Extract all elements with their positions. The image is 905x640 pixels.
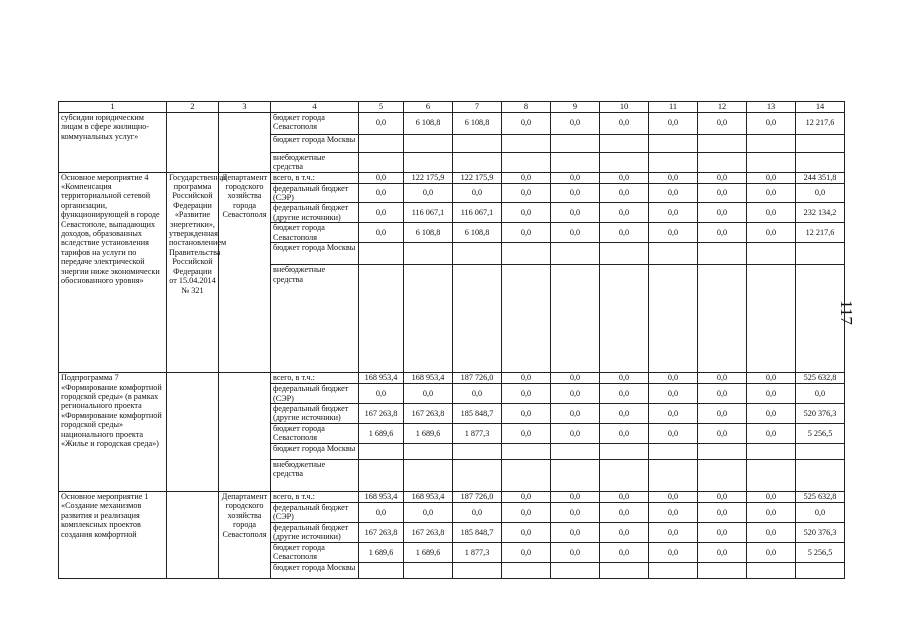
amount-cell	[551, 460, 600, 492]
amount-cell	[359, 152, 404, 172]
amount-cell	[453, 243, 502, 265]
amount-cell: 6 108,8	[404, 112, 453, 134]
amount-cell	[453, 134, 502, 152]
program-basis-cell	[167, 373, 219, 492]
amount-cell: 0,0	[502, 424, 551, 444]
amount-cell: 0,0	[747, 183, 796, 203]
funding-source-cell: федеральный бюджет (другие источники)	[271, 203, 359, 223]
amount-cell: 0,0	[359, 223, 404, 243]
amount-cell: 0,0	[502, 503, 551, 523]
amount-cell: 0,0	[551, 492, 600, 503]
amount-cell	[502, 444, 551, 460]
amount-cell: 1 877,3	[453, 542, 502, 562]
column-number: 11	[649, 102, 698, 113]
amount-cell: 0,0	[502, 172, 551, 183]
amount-cell: 167 263,8	[359, 522, 404, 542]
activity-name-cell: Подпрограмма 7 «Формирование комфортной городской среды» (в рамках регионального проекта «Формирование комфортной городской среды» национального проекта «Жилье и городская среда»)	[59, 373, 167, 492]
amount-cell: 122 175,9	[404, 172, 453, 183]
funding-source-cell: внебюджетные средства	[271, 152, 359, 172]
amount-cell: 0,0	[747, 373, 796, 384]
activity-name-cell: субсидии юридическим лицам в сфере жилищно-коммунальных услуг»	[59, 112, 167, 172]
amount-cell	[600, 152, 649, 172]
amount-cell: 122 175,9	[453, 172, 502, 183]
amount-cell	[796, 243, 845, 265]
amount-cell	[649, 134, 698, 152]
amount-cell	[796, 134, 845, 152]
amount-cell: 0,0	[747, 542, 796, 562]
amount-cell	[600, 243, 649, 265]
amount-cell: 244 351,8	[796, 172, 845, 183]
amount-cell: 0,0	[359, 203, 404, 223]
column-number: 10	[600, 102, 649, 113]
amount-cell: 187 726,0	[453, 492, 502, 503]
column-number: 8	[502, 102, 551, 113]
amount-cell	[600, 134, 649, 152]
column-number: 6	[404, 102, 453, 113]
program-basis-cell	[167, 112, 219, 172]
table-row	[59, 373, 845, 384]
funding-source-cell: федеральный бюджет (СЭР)	[271, 183, 359, 203]
column-number: 9	[551, 102, 600, 113]
amount-cell	[796, 444, 845, 460]
amount-cell: 0,0	[600, 373, 649, 384]
amount-cell	[359, 444, 404, 460]
amount-cell: 0,0	[600, 492, 649, 503]
amount-cell	[502, 243, 551, 265]
amount-cell: 0,0	[404, 183, 453, 203]
funding-source-cell: федеральный бюджет (другие источники)	[271, 404, 359, 424]
amount-cell: 0,0	[698, 424, 747, 444]
amount-cell	[600, 460, 649, 492]
amount-cell: 0,0	[649, 492, 698, 503]
amount-cell: 0,0	[502, 223, 551, 243]
amount-cell	[453, 265, 502, 373]
amount-cell: 0,0	[649, 203, 698, 223]
amount-cell: 0,0	[551, 404, 600, 424]
amount-cell	[404, 134, 453, 152]
amount-cell: 0,0	[404, 503, 453, 523]
amount-cell: 6 108,8	[453, 223, 502, 243]
table-row	[59, 492, 845, 503]
amount-cell	[453, 562, 502, 578]
amount-cell	[747, 460, 796, 492]
amount-cell	[404, 265, 453, 373]
funding-source-cell: внебюджетные средства	[271, 265, 359, 373]
funding-source-cell: всего, в т.ч.:	[271, 492, 359, 503]
amount-cell: 1 689,6	[404, 424, 453, 444]
amount-cell	[747, 562, 796, 578]
amount-cell: 0,0	[649, 183, 698, 203]
amount-cell: 0,0	[453, 384, 502, 404]
amount-cell: 167 263,8	[404, 522, 453, 542]
amount-cell	[796, 460, 845, 492]
funding-source-cell: бюджет города Севастополя	[271, 542, 359, 562]
amount-cell: 0,0	[747, 223, 796, 243]
funding-source-cell: федеральный бюджет (СЭР)	[271, 503, 359, 523]
amount-cell	[796, 152, 845, 172]
column-number: 1	[59, 102, 167, 113]
amount-cell: 0,0	[698, 522, 747, 542]
amount-cell: 0,0	[747, 492, 796, 503]
amount-cell: 0,0	[600, 424, 649, 444]
amount-cell: 185 848,7	[453, 404, 502, 424]
amount-cell: 0,0	[502, 542, 551, 562]
amount-cell: 0,0	[747, 203, 796, 223]
amount-cell: 0,0	[502, 203, 551, 223]
amount-cell: 0,0	[359, 503, 404, 523]
amount-cell: 0,0	[796, 384, 845, 404]
amount-cell: 0,0	[747, 172, 796, 183]
amount-cell: 5 256,5	[796, 542, 845, 562]
amount-cell: 0,0	[698, 492, 747, 503]
amount-cell	[404, 152, 453, 172]
column-number: 13	[747, 102, 796, 113]
amount-cell: 0,0	[747, 503, 796, 523]
amount-cell: 1 689,6	[359, 542, 404, 562]
amount-cell: 0,0	[502, 183, 551, 203]
amount-cell	[502, 152, 551, 172]
column-number: 7	[453, 102, 502, 113]
amount-cell	[453, 152, 502, 172]
responsible-executor-cell: Департамент городского хозяйства города Севастополя	[219, 492, 271, 579]
amount-cell: 0,0	[747, 404, 796, 424]
amount-cell: 0,0	[600, 112, 649, 134]
amount-cell: 0,0	[551, 542, 600, 562]
amount-cell: 0,0	[649, 522, 698, 542]
amount-cell: 0,0	[551, 503, 600, 523]
amount-cell: 0,0	[551, 522, 600, 542]
amount-cell: 0,0	[649, 373, 698, 384]
amount-cell: 0,0	[551, 183, 600, 203]
amount-cell: 0,0	[796, 503, 845, 523]
amount-cell: 0,0	[649, 384, 698, 404]
amount-cell	[600, 265, 649, 373]
amount-cell: 0,0	[698, 203, 747, 223]
amount-cell: 0,0	[551, 384, 600, 404]
amount-cell: 0,0	[502, 492, 551, 503]
program-basis-cell	[167, 492, 219, 579]
amount-cell: 0,0	[747, 424, 796, 444]
amount-cell: 187 726,0	[453, 373, 502, 384]
amount-cell	[796, 562, 845, 578]
amount-cell	[404, 460, 453, 492]
amount-cell	[649, 265, 698, 373]
amount-cell: 525 632,8	[796, 492, 845, 503]
amount-cell	[649, 444, 698, 460]
amount-cell: 0,0	[502, 384, 551, 404]
activity-name-cell: Основное мероприятие 1 «Создание механизмов развития и реализация комплексных проектов создания комфортной	[59, 492, 167, 579]
amount-cell: 0,0	[359, 384, 404, 404]
amount-cell	[359, 460, 404, 492]
amount-cell	[551, 152, 600, 172]
amount-cell: 0,0	[502, 522, 551, 542]
amount-cell: 520 376,3	[796, 522, 845, 542]
funding-source-cell: бюджет города Севастополя	[271, 424, 359, 444]
amount-cell: 12 217,6	[796, 223, 845, 243]
amount-cell: 0,0	[747, 112, 796, 134]
amount-cell: 0,0	[359, 172, 404, 183]
amount-cell: 0,0	[698, 404, 747, 424]
amount-cell	[747, 265, 796, 373]
funding-source-cell: бюджет города Севастополя	[271, 223, 359, 243]
budget-table	[58, 101, 845, 579]
table-row	[59, 172, 845, 183]
page-number: 117	[837, 300, 856, 325]
amount-cell	[747, 152, 796, 172]
amount-cell	[359, 562, 404, 578]
funding-source-cell: бюджет города Москвы	[271, 243, 359, 265]
funding-source-cell: внебюджетные средства	[271, 460, 359, 492]
activity-name-cell: Основное мероприятие 4 «Компенсация территориальной сетевой организации, функционирующей в городе Севастополе, выпадающих доходов, образованных вследствие установления тарифов на услуги по передаче электрической энергии ниже экономически обоснованного уровня»	[59, 172, 167, 373]
amount-cell: 0,0	[747, 522, 796, 542]
amount-cell	[551, 134, 600, 152]
amount-cell	[698, 460, 747, 492]
amount-cell: 0,0	[502, 404, 551, 424]
amount-cell: 0,0	[600, 542, 649, 562]
amount-cell: 6 108,8	[453, 112, 502, 134]
amount-cell: 0,0	[698, 503, 747, 523]
amount-cell: 0,0	[551, 373, 600, 384]
amount-cell	[359, 243, 404, 265]
funding-source-cell: всего, в т.ч.:	[271, 172, 359, 183]
funding-source-cell: федеральный бюджет (СЭР)	[271, 384, 359, 404]
funding-source-cell: всего, в т.ч.:	[271, 373, 359, 384]
amount-cell: 0,0	[649, 223, 698, 243]
amount-cell: 0,0	[698, 172, 747, 183]
amount-cell	[551, 243, 600, 265]
amount-cell: 12 217,6	[796, 112, 845, 134]
amount-cell: 0,0	[649, 172, 698, 183]
funding-source-cell: федеральный бюджет (другие источники)	[271, 522, 359, 542]
amount-cell	[649, 152, 698, 172]
amount-cell	[404, 243, 453, 265]
amount-cell	[698, 152, 747, 172]
amount-cell: 0,0	[747, 384, 796, 404]
amount-cell: 520 376,3	[796, 404, 845, 424]
amount-cell: 0,0	[359, 112, 404, 134]
funding-source-cell: бюджет города Москвы	[271, 562, 359, 578]
amount-cell: 0,0	[698, 112, 747, 134]
amount-cell: 0,0	[551, 223, 600, 243]
amount-cell	[649, 243, 698, 265]
program-basis-cell: Государственная программа Российской Федерации «Развитие энергетики», утвержденная постановлением Правительства Российской Федерации от 15.04.2014 № 321	[167, 172, 219, 373]
amount-cell: 0,0	[453, 503, 502, 523]
amount-cell	[404, 562, 453, 578]
amount-cell	[698, 134, 747, 152]
amount-cell: 116 067,1	[404, 203, 453, 223]
amount-cell: 0,0	[698, 384, 747, 404]
table-row	[59, 112, 845, 134]
amount-cell	[502, 134, 551, 152]
amount-cell: 0,0	[551, 172, 600, 183]
amount-cell: 525 632,8	[796, 373, 845, 384]
amount-cell: 0,0	[359, 183, 404, 203]
amount-cell: 0,0	[600, 203, 649, 223]
amount-cell: 0,0	[404, 384, 453, 404]
amount-cell: 0,0	[600, 404, 649, 424]
amount-cell: 0,0	[551, 424, 600, 444]
amount-cell: 167 263,8	[404, 404, 453, 424]
amount-cell	[359, 265, 404, 373]
amount-cell: 0,0	[698, 183, 747, 203]
funding-source-cell: бюджет города Москвы	[271, 444, 359, 460]
amount-cell: 0,0	[649, 424, 698, 444]
amount-cell: 0,0	[649, 404, 698, 424]
amount-cell: 168 953,4	[359, 373, 404, 384]
column-number: 4	[271, 102, 359, 113]
amount-cell: 116 067,1	[453, 203, 502, 223]
amount-cell	[551, 562, 600, 578]
amount-cell	[453, 460, 502, 492]
amount-cell: 0,0	[551, 112, 600, 134]
amount-cell: 0,0	[600, 384, 649, 404]
amount-cell: 0,0	[600, 522, 649, 542]
amount-cell: 168 953,4	[404, 373, 453, 384]
amount-cell	[698, 562, 747, 578]
amount-cell	[796, 265, 845, 373]
amount-cell: 0,0	[649, 503, 698, 523]
amount-cell: 0,0	[600, 503, 649, 523]
column-number-row	[59, 102, 845, 113]
column-number: 3	[219, 102, 271, 113]
column-number: 5	[359, 102, 404, 113]
column-number: 12	[698, 102, 747, 113]
amount-cell: 0,0	[796, 183, 845, 203]
amount-cell	[551, 444, 600, 460]
column-number: 2	[167, 102, 219, 113]
amount-cell: 0,0	[698, 542, 747, 562]
amount-cell: 5 256,5	[796, 424, 845, 444]
amount-cell	[600, 444, 649, 460]
amount-cell	[747, 134, 796, 152]
amount-cell: 0,0	[453, 183, 502, 203]
amount-cell: 0,0	[698, 373, 747, 384]
amount-cell	[502, 562, 551, 578]
amount-cell	[698, 444, 747, 460]
amount-cell: 168 953,4	[359, 492, 404, 503]
amount-cell	[649, 562, 698, 578]
amount-cell: 1 689,6	[359, 424, 404, 444]
amount-cell	[649, 460, 698, 492]
amount-cell: 0,0	[649, 542, 698, 562]
amount-cell	[404, 444, 453, 460]
amount-cell: 0,0	[649, 112, 698, 134]
amount-cell: 1 689,6	[404, 542, 453, 562]
amount-cell: 0,0	[600, 183, 649, 203]
amount-cell	[747, 243, 796, 265]
funding-source-cell: бюджет города Севастополя	[271, 112, 359, 134]
amount-cell	[747, 444, 796, 460]
amount-cell: 6 108,8	[404, 223, 453, 243]
amount-cell: 0,0	[502, 112, 551, 134]
amount-cell	[551, 265, 600, 373]
amount-cell: 0,0	[600, 172, 649, 183]
amount-cell: 167 263,8	[359, 404, 404, 424]
amount-cell	[359, 134, 404, 152]
amount-cell	[698, 243, 747, 265]
amount-cell: 168 953,4	[404, 492, 453, 503]
amount-cell: 0,0	[698, 223, 747, 243]
amount-cell: 0,0	[600, 223, 649, 243]
responsible-executor-cell	[219, 373, 271, 492]
amount-cell: 185 848,7	[453, 522, 502, 542]
responsible-executor-cell: Департамент городского хозяйства города Севастополя	[219, 172, 271, 373]
amount-cell: 0,0	[551, 203, 600, 223]
amount-cell	[600, 562, 649, 578]
amount-cell: 1 877,3	[453, 424, 502, 444]
amount-cell	[698, 265, 747, 373]
amount-cell	[502, 265, 551, 373]
amount-cell	[453, 444, 502, 460]
funding-source-cell: бюджет города Москвы	[271, 134, 359, 152]
amount-cell: 232 134,2	[796, 203, 845, 223]
amount-cell	[502, 460, 551, 492]
column-number: 14	[796, 102, 845, 113]
responsible-executor-cell	[219, 112, 271, 172]
amount-cell: 0,0	[502, 373, 551, 384]
